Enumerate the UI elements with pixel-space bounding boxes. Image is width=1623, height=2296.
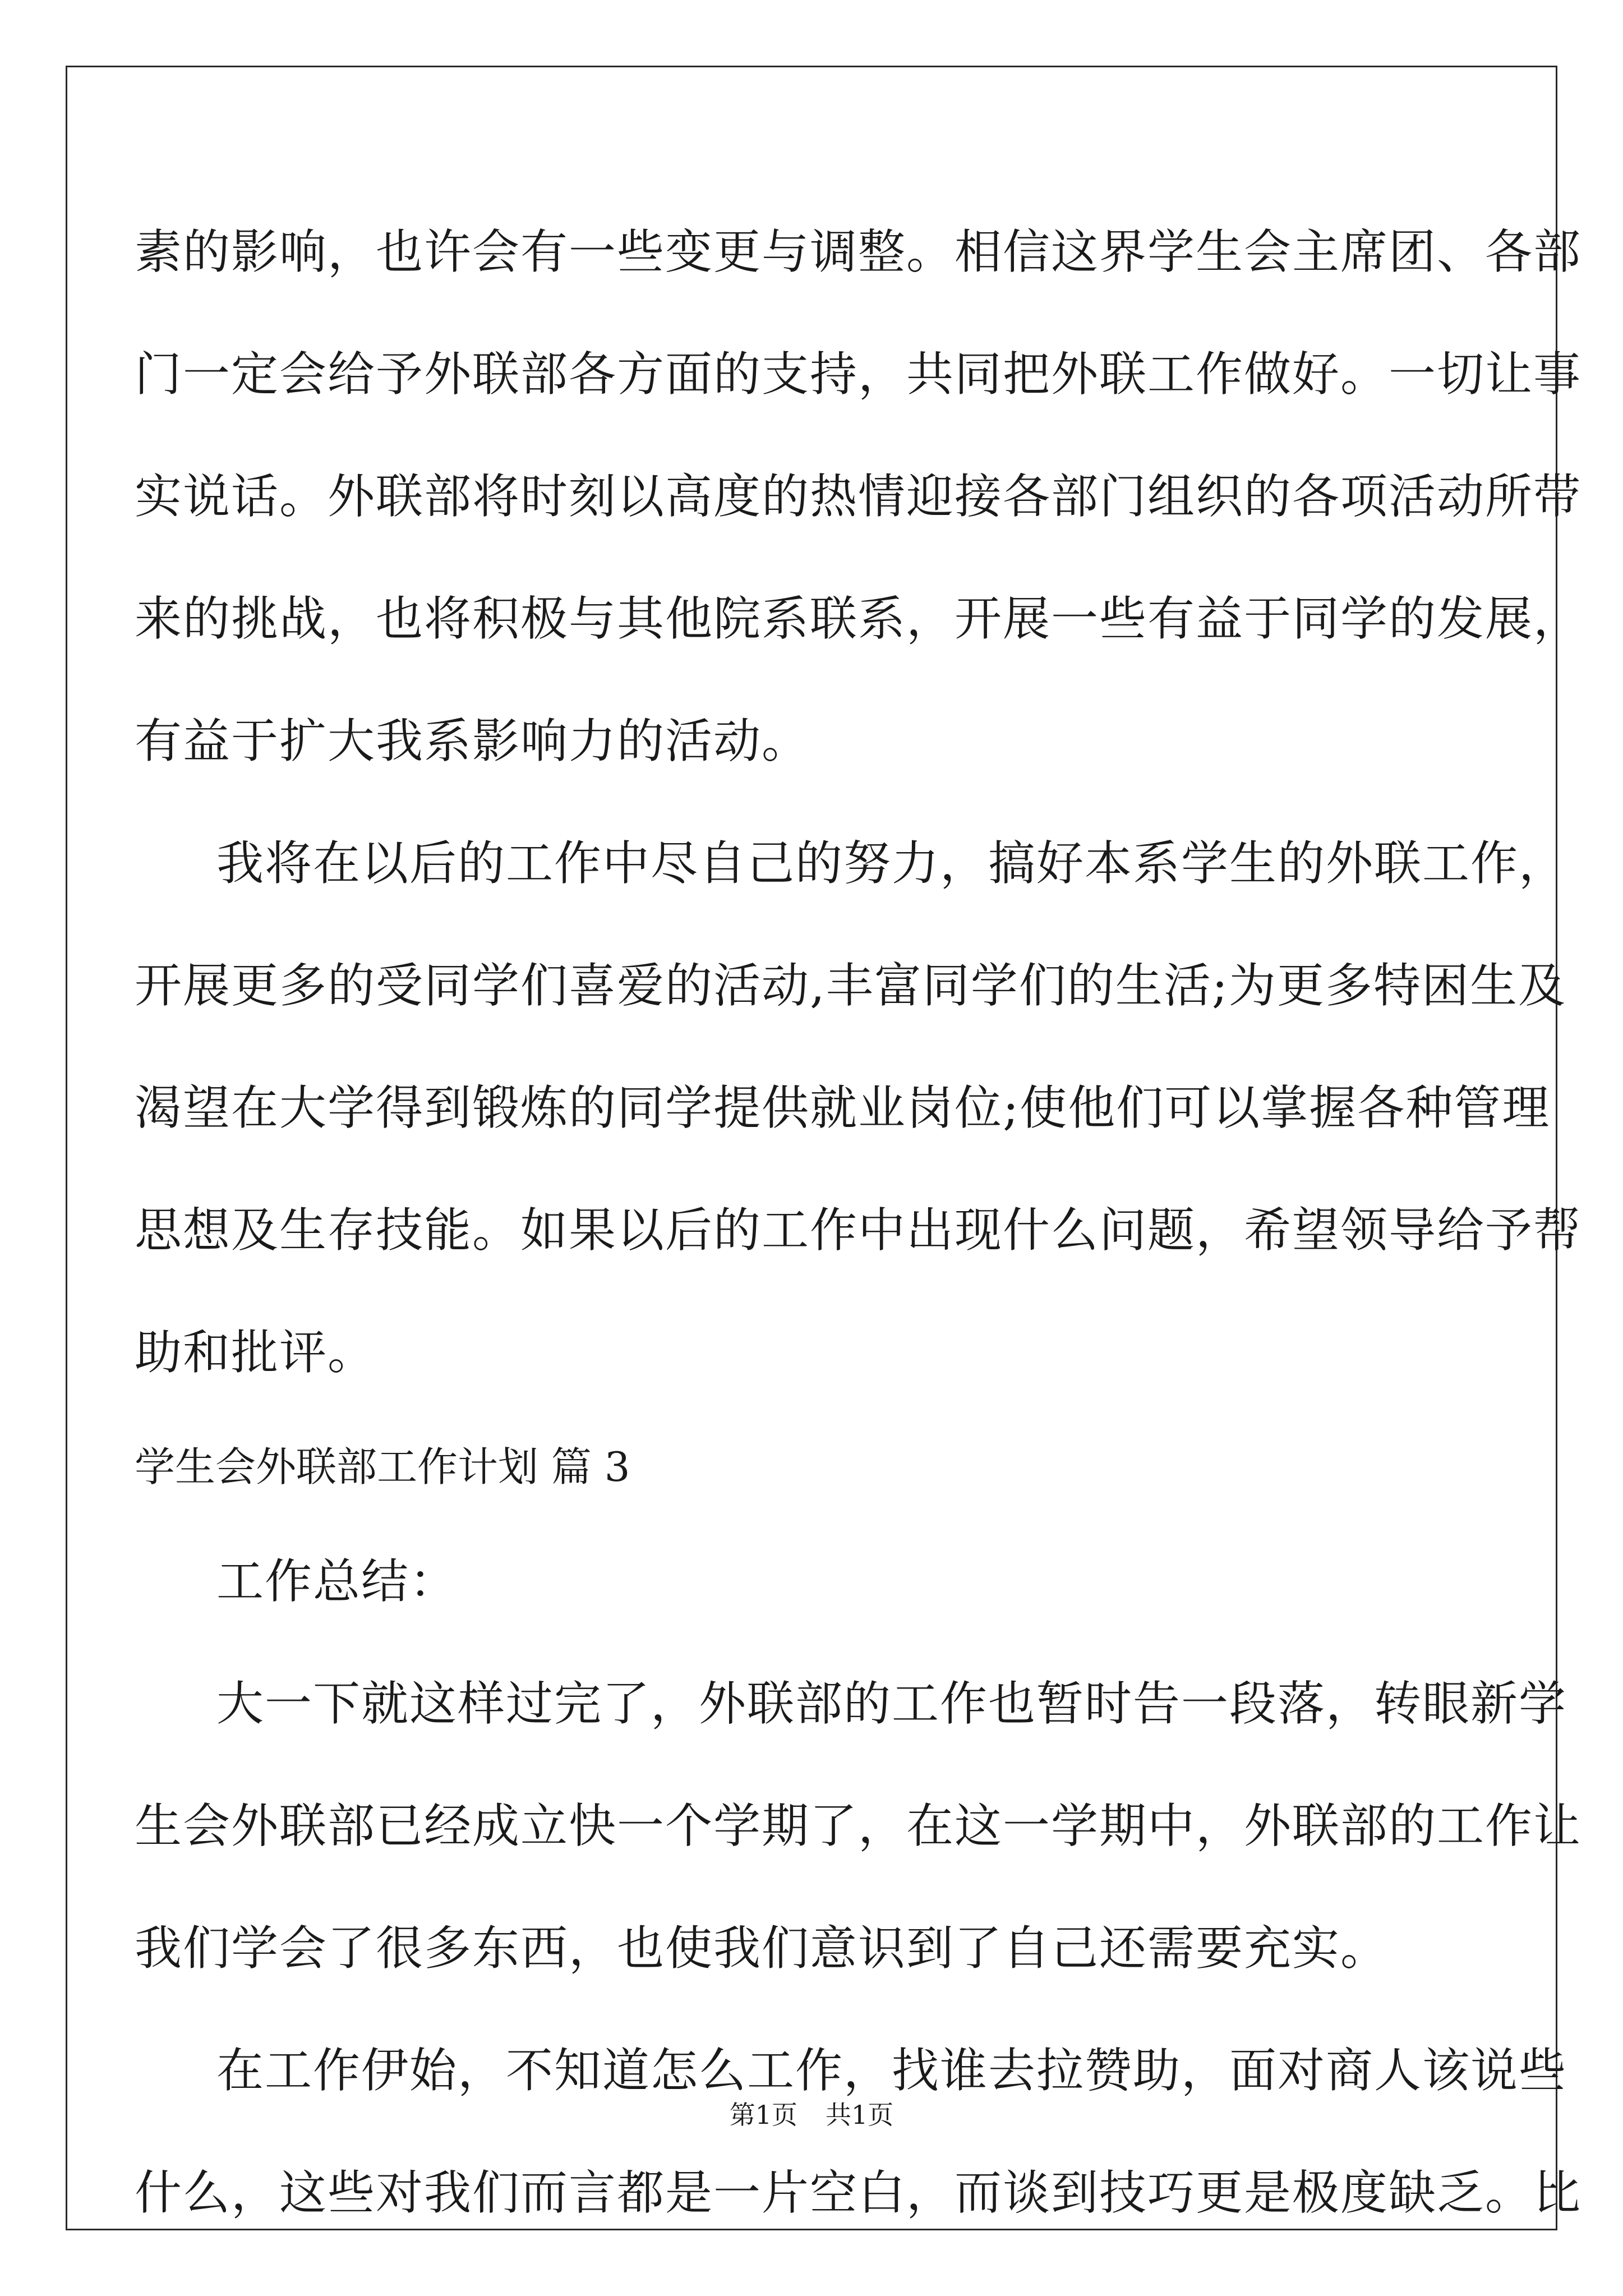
text-line: 我们学会了很多东西，也使我们意识到了自己还需要充实。: [135, 1921, 1389, 1976]
text-line: 大一下就这样过完了，外联部的工作也暂时告一段落，转眼新学: [216, 1676, 1567, 1731]
text-line: 思想及生存技能。如果以后的工作中出现什么问题，希望领导给予帮: [135, 1203, 1582, 1258]
page-total: 共1页: [826, 2100, 894, 2130]
text-line: 素的影响，也许会有一些变更与调整。相信这界学生会主席团、各部: [135, 224, 1582, 279]
section-heading: 学生会外联部工作计划 篇 3: [135, 1443, 630, 1490]
text-line: 渴望在大学得到锻炼的同学提供就业岗位;使他们可以掌握各种管理: [135, 1080, 1551, 1135]
document-body: [135, 191, 1582, 2254]
text-line: 我将在以后的工作中尽自己的努力，搞好本系学生的外联工作，: [216, 836, 1567, 891]
page-footer: [0, 2098, 1623, 2132]
page-number: 第1页: [729, 2100, 797, 2130]
text-line: 来的挑战，也将积极与其他院系联系，开展一些有益于同学的发展，: [135, 591, 1582, 646]
text-line: 生会外联部已经成立快一个学期了，在这一学期中，外联部的工作让: [135, 1798, 1582, 1853]
text-line: 门一定会给予外联部各方面的支持，共同把外联工作做好。一切让事: [135, 347, 1582, 402]
text-line: 实说话。外联部将时刻以高度的热情迎接各部门组织的各项活动所带: [135, 469, 1582, 524]
text-line: 在工作伊始，不知道怎么工作，找谁去拉赞助，面对商人该说些: [216, 2043, 1567, 2098]
text-line: 有益于扩大我系影响力的活动。: [135, 714, 810, 769]
summary-label: 工作总结：: [216, 1554, 458, 1609]
text-line: 开展更多的受同学们喜爱的活动,丰富同学们的生活;为更多特困生及: [135, 958, 1567, 1013]
text-line: 什么，这些对我们而言都是一片空白，而谈到技巧更是极度缺乏。比: [135, 2165, 1582, 2220]
text-line: 助和批评。: [135, 1325, 376, 1380]
